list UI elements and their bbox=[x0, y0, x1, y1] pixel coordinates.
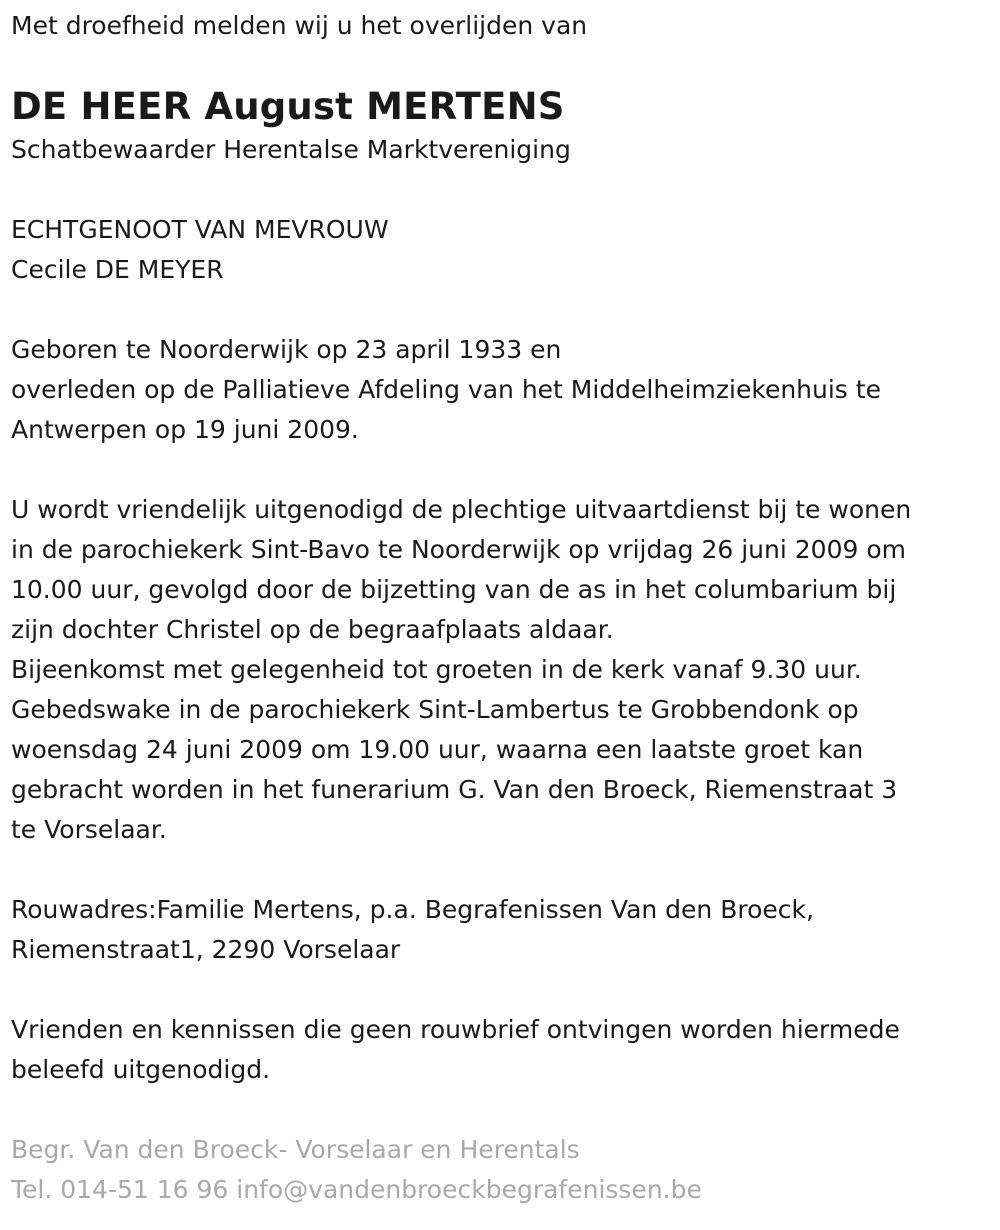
birth-death-line: overleden op de Palliatieve Afdeling van het Middelheimziekenhuis te bbox=[11, 375, 881, 404]
invitation-line: Vrienden en kennissen die geen rouwbrief ontvingen worden hiermede bbox=[11, 1015, 900, 1044]
death-notice bbox=[11, 6, 986, 1210]
address-line: Rouwadres:Familie Mertens, p.a. Begrafenissen Van den Broeck, bbox=[11, 895, 814, 924]
ceremony-line: woensdag 24 juni 2009 om 19.00 uur, waarna een laatste groet kan bbox=[11, 735, 864, 764]
ceremony-line: 10.00 uur, gevolgd door de bijzetting van de as in het columbarium bij bbox=[11, 575, 897, 604]
spouse-name: Cecile DE MEYER bbox=[11, 255, 224, 284]
spacer bbox=[11, 170, 986, 210]
intro-text: Met droefheid melden wij u het overlijden van bbox=[11, 11, 588, 40]
birth-death-line: Antwerpen op 19 juni 2009. bbox=[11, 415, 359, 444]
ceremony-line: Bijeenkomst met gelegenheid tot groeten in de kerk vanaf 9.30 uur. bbox=[11, 655, 862, 684]
ceremony-line: gebracht worden in het funerarium G. Van den Broeck, Riemenstraat 3 bbox=[11, 775, 898, 804]
ceremony-line: in de parochiekerk Sint-Bavo te Noorderwijk op vrijdag 26 juni 2009 om bbox=[11, 535, 906, 564]
ceremony-line: te Vorselaar. bbox=[11, 815, 167, 844]
ceremony-line: U wordt vriendelijk uitgenodigd de plechtige uitvaartdienst bij te wonen bbox=[11, 495, 912, 524]
footer-company: Begr. Van den Broeck- Vorselaar en Herentals bbox=[11, 1135, 580, 1164]
spacer bbox=[11, 850, 986, 890]
ceremony-line: zijn dochter Christel op de begraafplaats aldaar. bbox=[11, 615, 614, 644]
deceased-title: Schatbewaarder Herentalse Marktvereniging bbox=[11, 135, 571, 164]
deceased-name: DE HEER August MERTENS bbox=[11, 85, 565, 128]
ceremony-line: Gebedswake in de parochiekerk Sint-Lambertus te Grobbendonk op bbox=[11, 695, 859, 724]
invitation-line: beleefd uitgenodigd. bbox=[11, 1055, 271, 1084]
spacer bbox=[11, 1090, 986, 1130]
address-line: Riemenstraat1, 2290 Vorselaar bbox=[11, 935, 401, 964]
birth-death-line: Geboren te Noorderwijk op 23 april 1933 en bbox=[11, 335, 562, 364]
spacer bbox=[11, 450, 986, 490]
spacer bbox=[11, 290, 986, 330]
spouse-heading: ECHTGENOOT VAN MEVROUW bbox=[11, 215, 389, 244]
spacer bbox=[11, 970, 986, 1010]
footer-contact: Tel. 014-51 16 96 info@vandenbroeckbegrafenissen.be bbox=[11, 1175, 702, 1204]
